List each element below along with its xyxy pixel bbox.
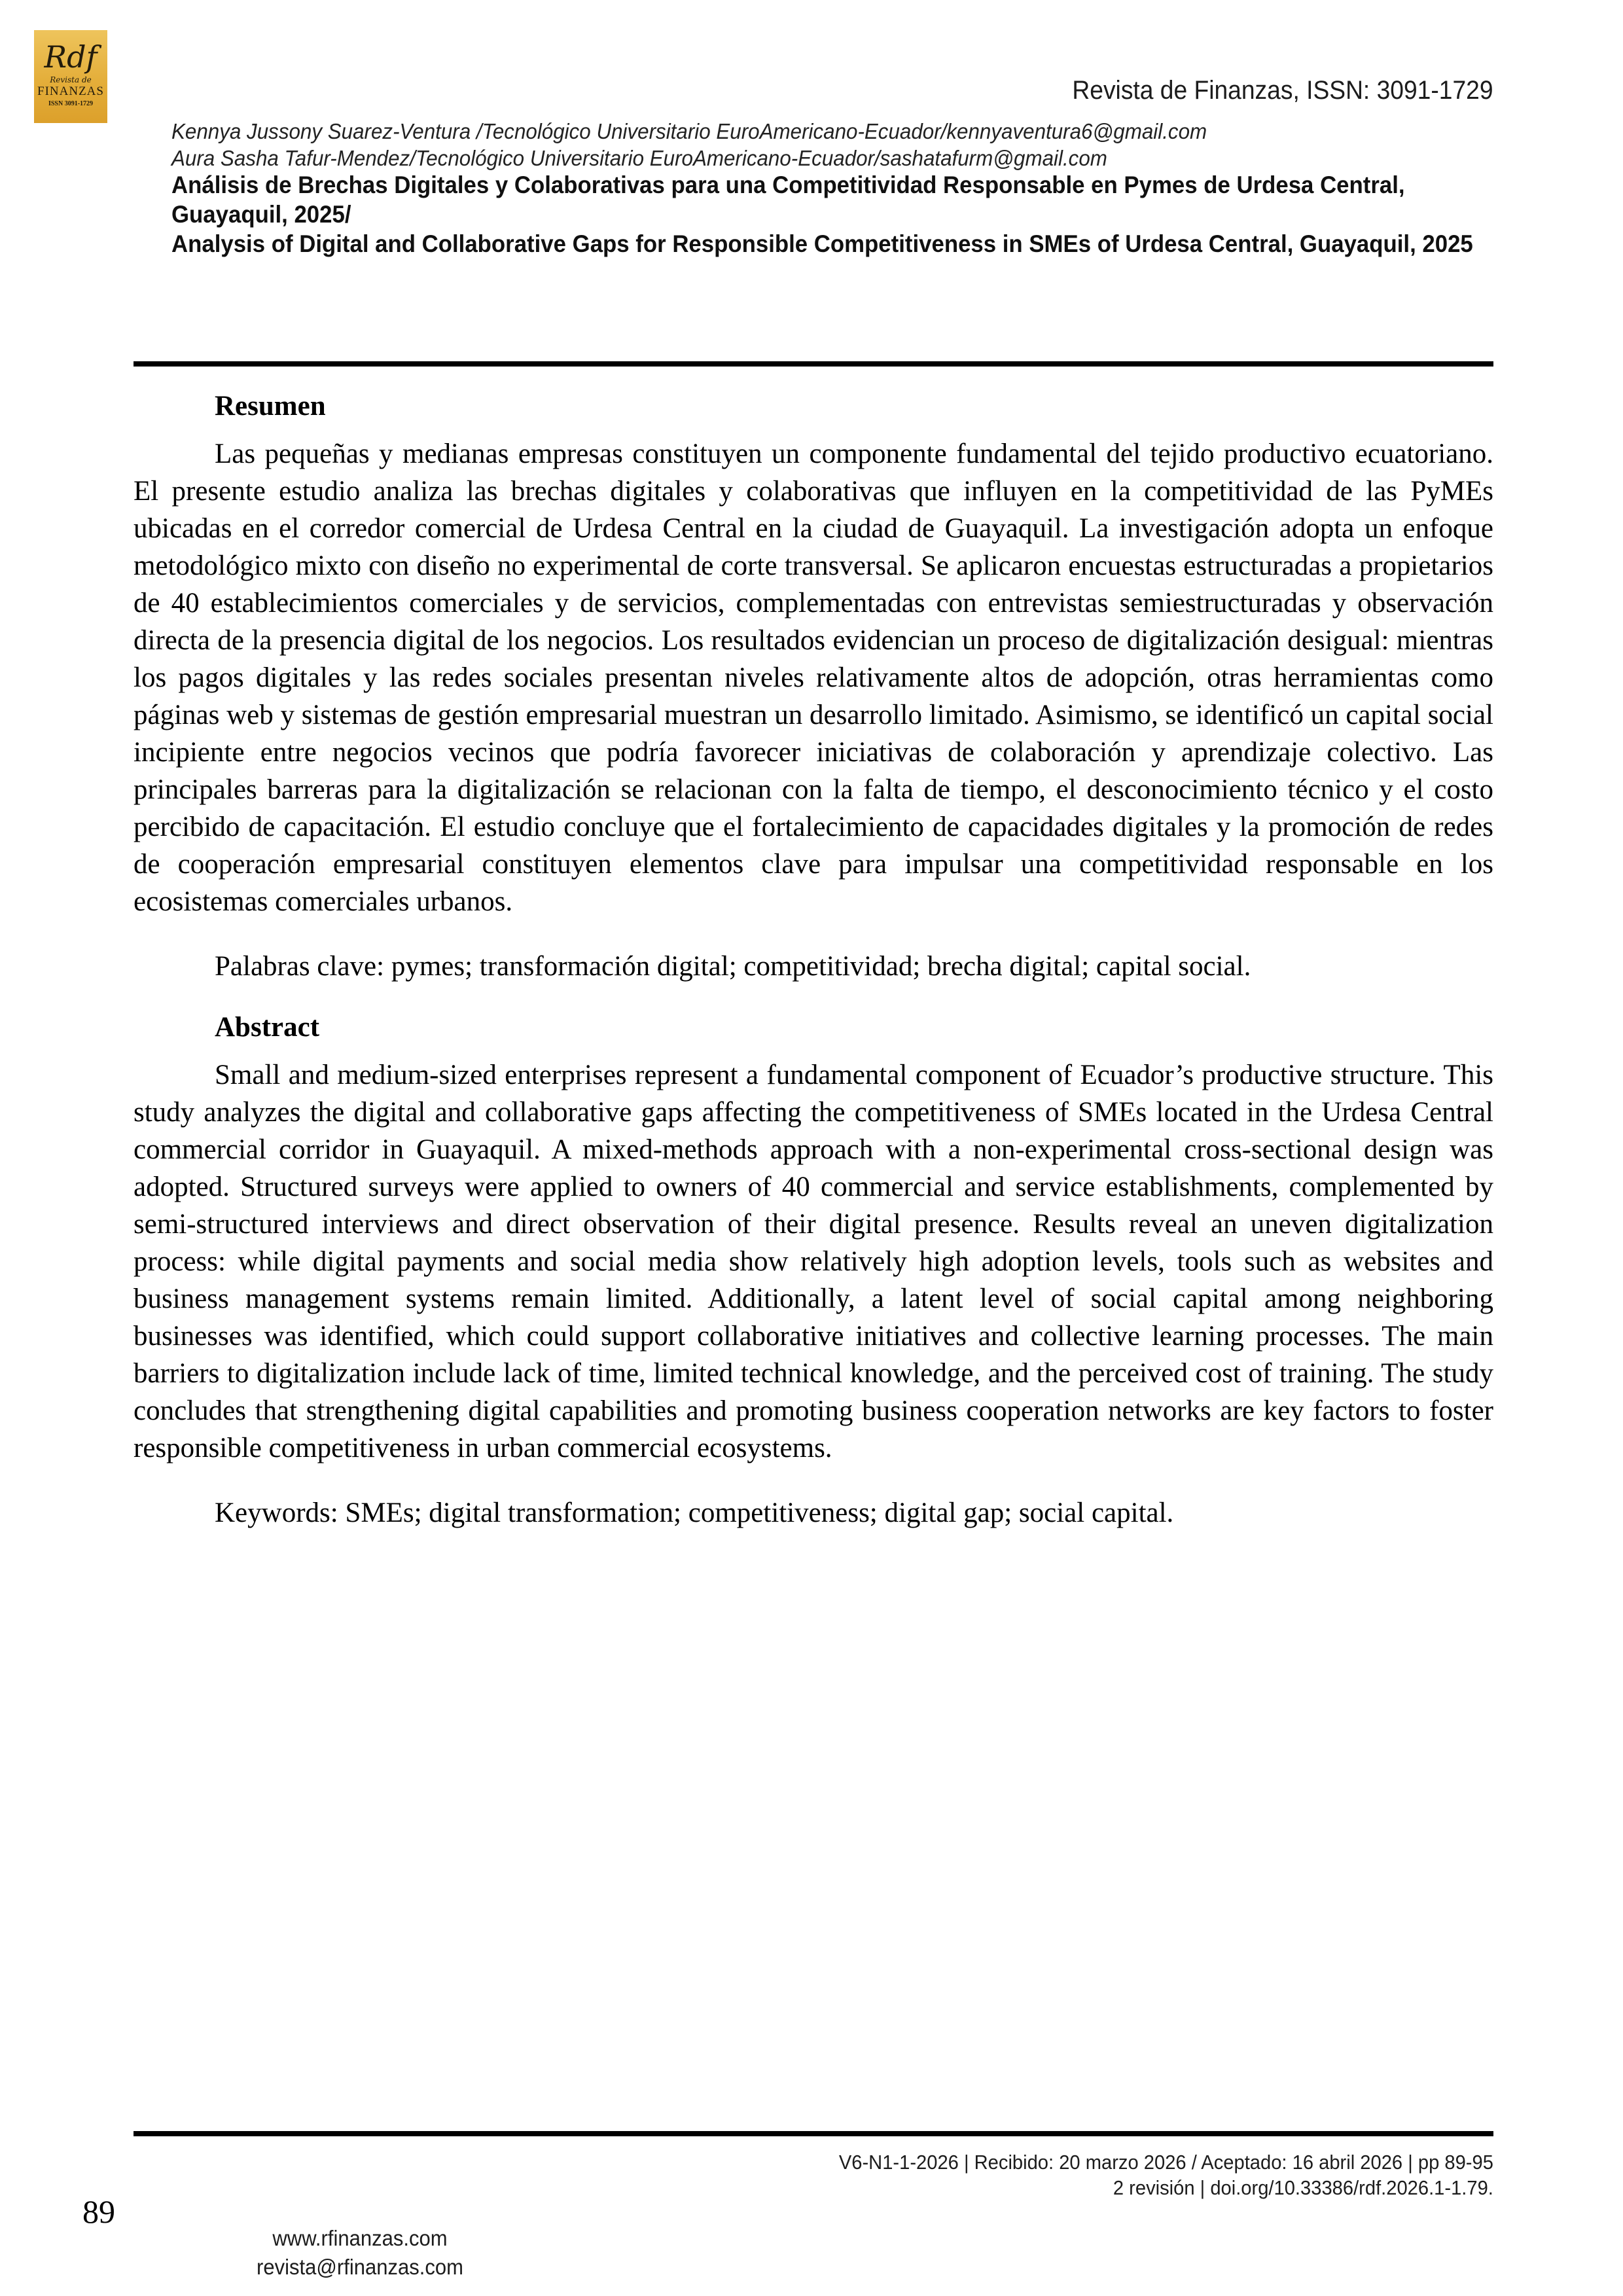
article-title-block [171,170,1494,259]
journal-contact-block [224,2224,495,2282]
resumen-text: Las pequeñas y medianas empresas constituyen un componente fundamental del tejido productivo ecuatoriano. El presente estudio analiza las brechas digitales y colaborativas que influyen en la competitividad de las PyMEs ubicadas en el corredor comercial de Urdesa Central en la ciudad de Guayaquil. La investigación adopta un enfoque metodológico mixto con diseño no experimental de corte transversal. Se aplicaron encuestas estructuradas a propietarios de 40 establecimientos comerciales y de servicios, complementadas con entrevistas semiestructuradas y observación directa de la presencia digital de los negocios. Los resultados evidencian un proceso de digitalización desigual: mientras los pagos digitales y las redes sociales presentan niveles relativamente altos de adopción, otras herramientas como páginas web y sistemas de gestión empresarial muestran un desarrollo limitado. Asimismo, se identificó un capital social incipiente entre negocios vecinos que podría favorecer iniciativas de colaboración y aprendizaje colectivo. Las principales barreras para la digitalización se relacionan con la falta de tiempo, el desconocimiento técnico y el costo percibido de capacitación. El estudio concluye que el fortalecimiento de capacidades digitales y la promoción de redes de cooperación empresarial constituyen elementos clave para impulsar una competitividad responsable en los ecosistemas comerciales urbanos. [134,439,1493,917]
logo-name-line2: FINANZAS [37,84,104,98]
logo-name-line1: Revista de [50,75,92,84]
author-line-2: Aura Sasha Tafur-Mendez/Tecnológico Universitario EuroAmericano-Ecuador/sashatafurm@gmail.com [171,146,1107,170]
resumen-heading: Resumen [215,391,326,422]
article-content [134,387,1493,1555]
journal-email: revista@rfinanzas.com [257,2255,463,2279]
author-line-1: Kennya Jussony Suarez-Ventura /Tecnológico Universitario EuroAmericano-Ecuador/kennyaventura6@gmail.com [171,119,1207,143]
logo-monogram-icon: Rdf [44,39,98,75]
authors-block [171,118,1207,171]
footer-meta-line2: 2 revisión | doi.org/10.33386/rdf.2026.1-1.79. [1113,2176,1493,2199]
abstract-text: Small and medium-sized enterprises represent a fundamental component of Ecuador’s productive structure. This study analyzes the digital and collaborative gaps affecting the competitiveness of SMEs located in the Urdesa Central commercial corridor in Guayaquil. A mixed-methods approach with a non-experimental cross-sectional design was adopted. Structured surveys were applied to owners of 40 commercial and service establishments, complemented by semi-structured interviews and direct observation of their digital presence. Results reveal an uneven digitalization process: while digital payments and social media show relatively high adoption levels, tools such as websites and business management systems remain limited. Additionally, a latent level of social capital among neighboring businesses was identified, which could support collaborative initiatives and collective learning processes. The main barriers to digitalization include lack of time, limited technical knowledge, and the perceived cost of training. The study concludes that strengthening digital capabilities and promoting business cooperation networks are key factors to foster responsible competitiveness in urban commercial ecosystems. [134,1060,1493,1463]
abstract-heading: Abstract [215,1012,320,1043]
article-title-es: Análisis de Brechas Digitales y Colaborativas para una Competitividad Responsable en Pymes de Urdesa Central, Guayaquil, 2025/ [171,171,1405,228]
footer-meta-line1: V6-N1-1-2026 | Recibido: 20 marzo 2026 / Aceptado: 16 abril 2026 | pp 89-95 [838,2151,1493,2174]
journal-website: www.rfinanzas.com [272,2226,448,2250]
journal-running-head: Revista de Finanzas, ISSN: 3091-1729 [1072,76,1493,105]
footer-divider [134,2131,1493,2136]
article-title-en: Analysis of Digital and Collaborative Gaps for Responsible Competitiveness in SMEs of Urdesa Central, Guayaquil, 2025 [171,230,1473,257]
footer-meta-block [839,2149,1493,2200]
journal-logo [34,30,107,123]
palabras-clave-line: Palabras clave: pymes; transformación digital; competitividad; brecha digital; capital social. [215,951,1251,982]
header-divider [134,361,1493,367]
logo-issn: ISSN 3091-1729 [48,100,94,107]
page-number: 89 [82,2193,115,2230]
keywords-line: Keywords: SMEs; digital transformation; competitiveness; digital gap; social capital. [215,1498,1174,1528]
